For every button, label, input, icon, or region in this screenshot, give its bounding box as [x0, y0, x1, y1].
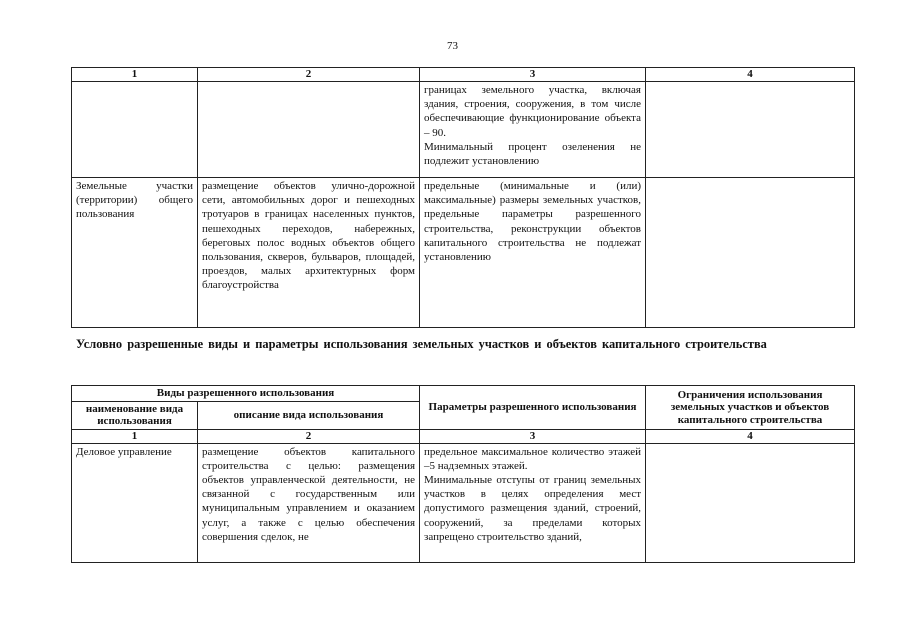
table-row — [72, 178, 855, 328]
conditional-use-table — [71, 385, 855, 563]
column-number: 1 — [72, 68, 198, 82]
parameters-cell — [420, 82, 646, 178]
parameters-paragraph: Минимальные отступы от границ земельных участков в целях определения мест допустимого размещения зданий, строений, сооружений, за пределами которых запрещено строительство зданий, — [424, 473, 642, 543]
header-parameters-cell: Параметры разрешенного использования — [420, 386, 646, 430]
header-description-cell: описание вида использования — [198, 401, 420, 429]
column-number: 1 — [72, 429, 198, 443]
parameters-paragraph: границах земельного участка, включая здания, строения, сооружения, в том числе обеспечивающие функционирование объекта – 90. — [424, 84, 641, 139]
parameters-paragraph: предельное максимальное количество этажей –5 надземных этажей. — [424, 445, 642, 472]
use-description-cell: размещение объектов улично-дорожной сети, автомобильных дорог и пешеходных тротуаров в границах населенных пунктов, пешеходных переходов, набережных, береговых полос водных объектов общего пользования, скверов, бульваров, площадей, проездов, малых архитектурных форм благоустройства — [198, 178, 420, 328]
parameters-paragraph: Минимальный процент озеленения не подлежит установлению — [424, 140, 641, 168]
restrictions-cell — [646, 82, 855, 178]
page-number: 73 — [447, 40, 458, 52]
use-description-cell: размещение объектов капитального строительства с целью: размещения объектов управленческой деятельности, не связанной с государственным или муниципальным управлением и оказанием услуг, а также с целью обеспечения совершения сделок, не — [198, 443, 420, 562]
restrictions-cell — [646, 178, 855, 328]
use-name-cell: Земельные участки (территории) общего пользования — [72, 178, 198, 328]
parameters-cell — [420, 178, 646, 328]
header-row — [72, 386, 855, 402]
header-name-cell: наименование вида использования — [72, 401, 198, 429]
column-number: 2 — [198, 68, 420, 82]
column-number: 4 — [646, 68, 855, 82]
column-number: 4 — [646, 429, 855, 443]
land-use-table-continued — [71, 67, 855, 328]
table-row — [72, 82, 855, 178]
use-name-cell — [72, 82, 198, 178]
column-number-row — [72, 68, 855, 82]
section-heading: Условно разрешенные виды и параметры использования земельных участков и объектов капитального строительства — [76, 337, 767, 351]
table-row — [72, 443, 855, 562]
header-group-cell: Виды разрешенного использования — [72, 386, 420, 402]
restrictions-cell — [646, 443, 855, 562]
column-number-row — [72, 429, 855, 443]
column-number: 2 — [198, 429, 420, 443]
use-description-cell — [198, 82, 420, 178]
header-restrictions-cell: Ограничения использования земельных участков и объектов капитального строительства — [646, 386, 855, 430]
parameters-cell — [420, 443, 646, 562]
use-name-cell: Деловое управление — [72, 443, 198, 562]
column-number: 3 — [420, 68, 646, 82]
column-number: 3 — [420, 429, 646, 443]
parameters-paragraph: предельные (минимальные и (или) максимальные) размеры земельных участков, предельные параметры разрешенного строительства, реконструкции объектов капитального строительства не подлежат установлению — [424, 180, 641, 264]
